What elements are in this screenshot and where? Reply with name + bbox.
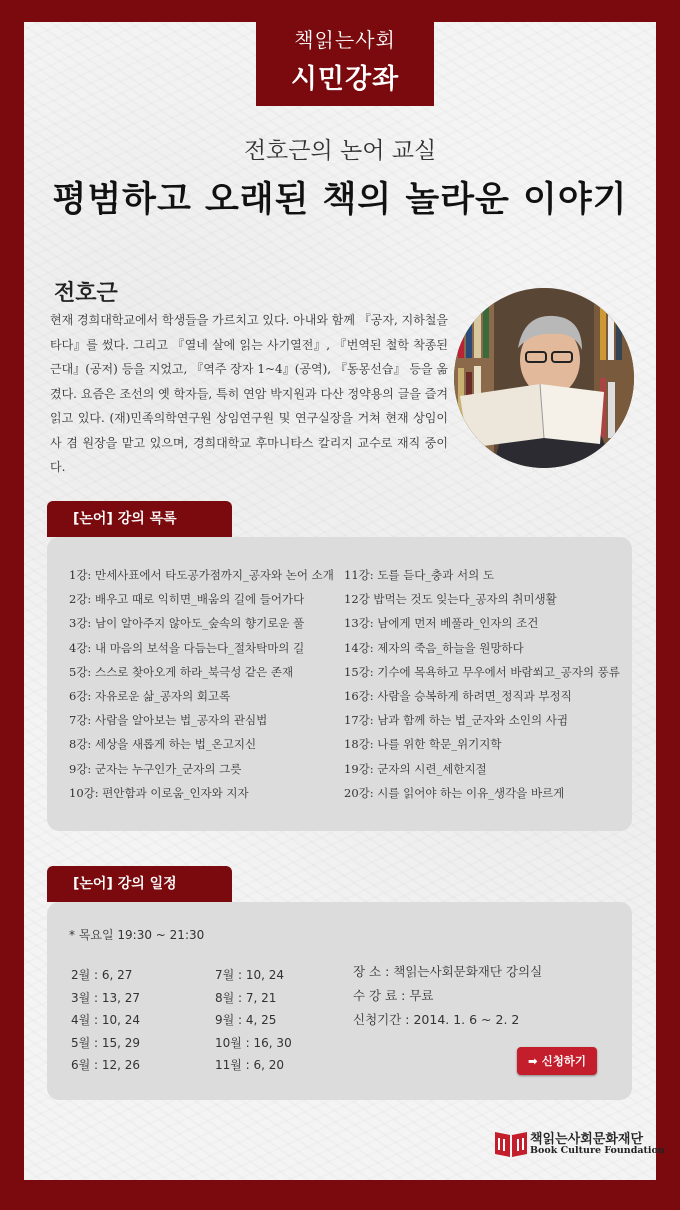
foundation-logo (494, 1128, 665, 1162)
schedule-date: 11월 : 6, 20 (215, 1058, 285, 1072)
lecture-item: 13강: 남에게 먼저 베풀라_인자의 조건 (344, 616, 539, 631)
schedule-date: 2월 : 6, 27 (71, 968, 133, 982)
schedule-date: 3월 : 13, 27 (71, 990, 141, 1005)
lecture-item: 7강: 사람을 알아보는 법_공자의 관심법 (69, 713, 268, 728)
lecture-item: 1강: 만세사표에서 타도공가점까지_공자와 논어 소개 (69, 568, 334, 582)
schedule-dates-left (71, 964, 140, 1077)
lecture-item: 11강: 도를 듣다_충과 서의 도 (344, 568, 494, 582)
schedule-date: 6월 : 12, 26 (71, 1058, 141, 1072)
lecture-item: 16강: 사람을 승복하게 하려면_정직과 부정직 (344, 688, 572, 703)
lecture-list-right (344, 563, 620, 805)
lecture-item: 3강: 남이 알아주지 않아도_숲속의 향기로운 풀 (69, 616, 305, 631)
application-period-text: 신청기간 : 2014. 1. 6 ~ 2. 2 (353, 1012, 520, 1027)
lecture-list-tab: [논어] 강의 목록 (47, 501, 232, 537)
lecture-item: 10강: 편안함과 이로움_인자와 지자 (69, 785, 249, 800)
lecture-item: 19강: 군자의 시련_세한지절 (344, 761, 487, 776)
schedule-date: 8월 : 7, 21 (215, 990, 277, 1005)
author-portrait-image (454, 288, 634, 468)
schedule-panel (47, 902, 632, 1100)
lecture-item: 20강: 시를 읽어야 하는 이유_생각을 바르게 (344, 785, 565, 800)
author-portrait (454, 288, 634, 468)
schedule-dates-right (215, 964, 292, 1077)
lecture-item: 17강: 남과 함께 하는 법_군자와 소인의 사귐 (344, 713, 568, 728)
venue-text: 장 소 : 책읽는사회문화재단 강의실 (353, 964, 543, 979)
schedule-date: 4월 : 10, 24 (71, 1013, 141, 1027)
lecture-list-left (69, 563, 334, 805)
schedule-date: 10월 : 16, 30 (215, 1035, 292, 1050)
lecture-item: 6강: 자유로운 삶_공자의 회고록 (69, 688, 231, 703)
lecture-item: 4강: 내 마음의 보석을 다듬는다_절차탁마의 길 (69, 640, 305, 655)
foundation-name-english: Book Culture Foundation (530, 1145, 665, 1156)
schedule-date: 5월 : 15, 29 (71, 1035, 141, 1050)
foundation-name-korean: 책읽는사회문화재단 (530, 1132, 644, 1147)
schedule-info (353, 960, 542, 1032)
lecture-item: 14강: 제자의 죽음_하늘을 원망하다 (344, 640, 524, 655)
lecture-item: 8강: 세상을 새롭게 하는 법_온고지신 (69, 737, 257, 752)
schedule-time-note: * 목요일 19:30 ~ 21:30 (69, 928, 205, 942)
lecture-item: 9강: 군자는 누구인가_군자의 그릇 (69, 761, 242, 776)
lecture-item: 12강 밥먹는 것도 잊는다_공자의 취미생활 (344, 592, 557, 607)
fee-text: 수 강 료 : 무료 (353, 988, 434, 1003)
schedule-date: 7월 : 10, 24 (215, 968, 285, 982)
apply-button[interactable]: ➡ 신청하기 (517, 1047, 597, 1075)
lecture-item: 15강: 기수에 목욕하고 무우에서 바람쐬고_공자의 풍류 (344, 664, 620, 679)
lecture-item: 5강: 스스로 찾아오게 하라_북극성 같은 존재 (69, 664, 294, 679)
author-bio: 현재 경희대학교에서 학생들을 가르치고 있다. 아내와 함께 『공자, 지하철을 타다』를 썼다. 그리고 『열네 살에 읽는 사기열전』, 『번역된 철학 착종된 근대』(공저) 등을 지었고, 『역주 장자 1~4』(공역), 『동몽선습』 등을 옮겼다. 요즘은 조선의 옛 학자들, 특히 연암 박지원과 다산 정약용의 글을 즐겨 읽고 있다. (재)민족의학연구원 상임연구원 및 연구실장을 거쳐 현재 상임이사 겸 원장을 맡고 있으며, 경희대학교 후마니타스 칼리지 교수로 재직 중이다. (50, 313, 448, 474)
page-title: 평범하고 오래된 책의 놀라운 이야기 (52, 180, 628, 220)
lecture-item: 2강: 배우고 때로 익히면_배움의 길에 들어가다 (69, 592, 305, 607)
author-name: 전호근 (54, 281, 118, 306)
schedule-tab: [논어] 강의 일정 (47, 866, 232, 902)
book-logo-icon (494, 1128, 528, 1158)
schedule-date: 9월 : 4, 25 (215, 1013, 277, 1027)
program-badge (256, 0, 434, 106)
lecture-list-panel (47, 537, 632, 831)
badge-line2: 시민강좌 (290, 64, 400, 95)
badge-line1: 책읽는사회 (294, 28, 396, 52)
lecture-item: 18강: 나를 위한 학문_위기지학 (344, 737, 502, 752)
lecture-series-subtitle: 전호근의 논어 교실 (243, 138, 437, 164)
